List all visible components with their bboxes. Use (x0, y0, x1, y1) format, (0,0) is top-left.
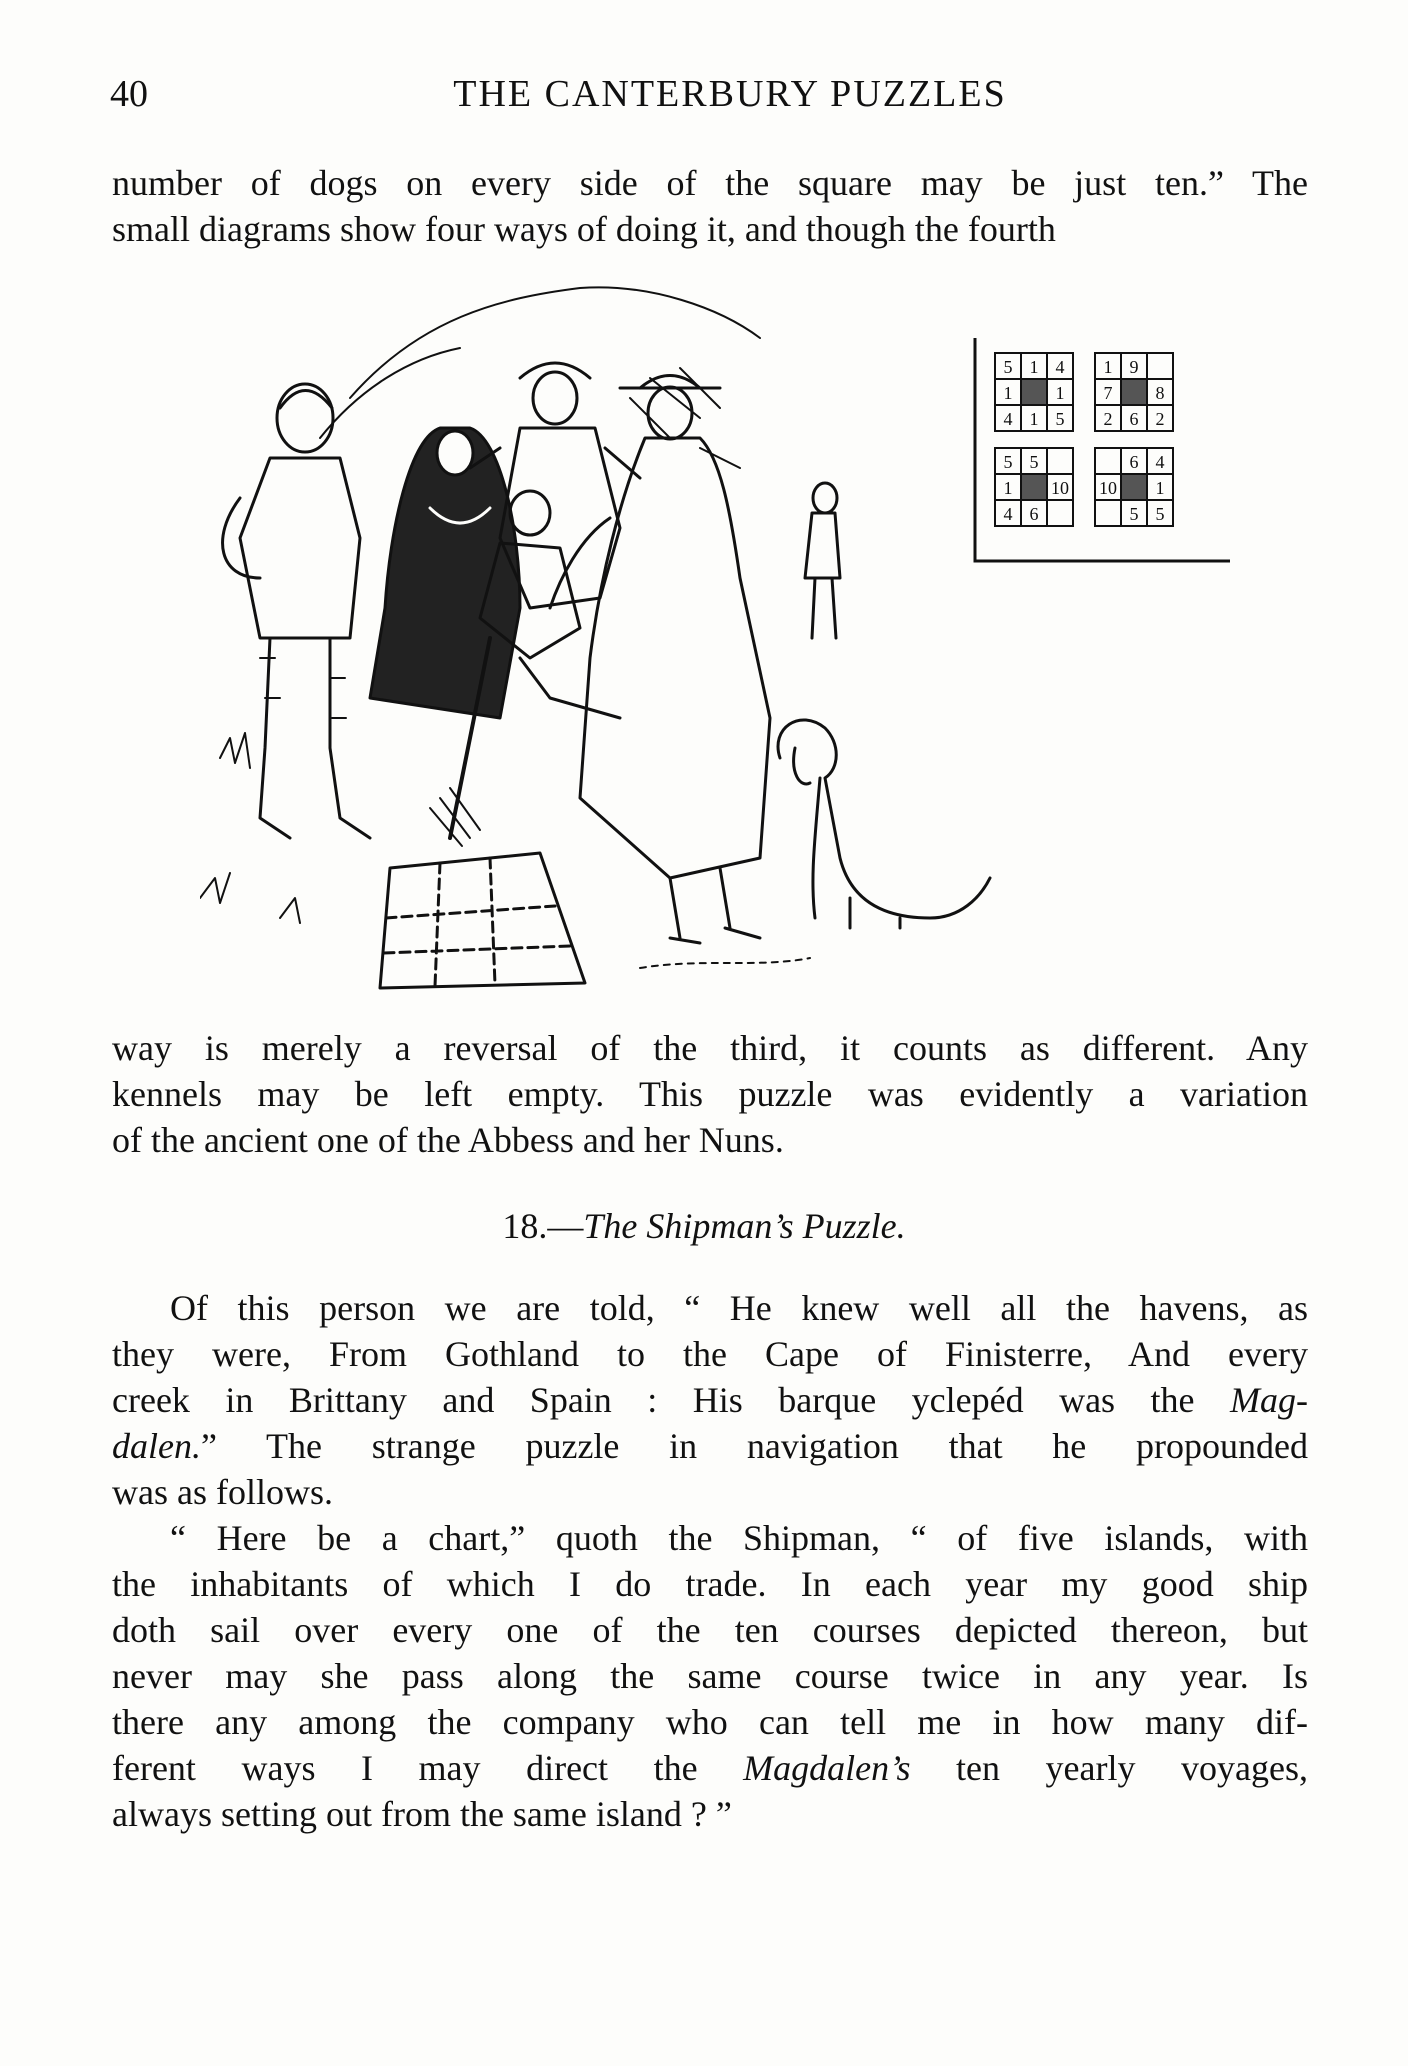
paragraph-2 (112, 1025, 1308, 1163)
kennel-cell (1047, 448, 1073, 474)
text-line: “ Here be a chart,” quoth the Shipman, “ of five islands, with (170, 1518, 1308, 1558)
pilgrims-illustration (200, 278, 1250, 1000)
text-line: doth sail over every one of the ten courses depicted thereon, but (112, 1610, 1308, 1650)
kennel-count: 4 (1003, 504, 1013, 524)
text-line: dalen.” The strange puzzle in navigation that he propounded (112, 1426, 1308, 1466)
paragraph-1 (112, 160, 1308, 252)
text-line: never may she pass along the same course twice in any year. Is (112, 1656, 1308, 1696)
paragraph-4 (112, 1515, 1308, 1837)
kennel-count: 9 (1129, 357, 1139, 377)
kennel-count: 2 (1155, 409, 1165, 429)
kennel-count: 1 (1055, 383, 1065, 403)
kennel-cell (1147, 353, 1173, 379)
kennel-cell (1095, 448, 1121, 474)
italic-ship-name: Magdalen’s (743, 1748, 911, 1788)
ground-grid (380, 853, 585, 988)
page-number: 40 (110, 73, 148, 115)
kennel-count: 5 (1029, 452, 1039, 472)
kennel-diagram (1095, 448, 1173, 526)
text-line: way is merely a reversal of the third, it counts as different. Any (112, 1028, 1308, 1068)
kennel-cell (1047, 500, 1073, 526)
paragraph-3 (112, 1285, 1308, 1515)
kennel-count: 6 (1029, 504, 1039, 524)
text-line: creek in Brittany and Spain : His barque yclepéd was the Mag- (112, 1380, 1308, 1420)
kennel-cell (1095, 500, 1121, 526)
kennel-count: 8 (1155, 383, 1165, 403)
kennel-count: 6 (1129, 409, 1139, 429)
kennel-count: 1 (1103, 357, 1113, 377)
kennel-count: 1 (1029, 357, 1039, 377)
kennel-count: 1 (1003, 478, 1013, 498)
kennel-count: 1 (1003, 383, 1013, 403)
center-shaded-cell (1121, 379, 1147, 405)
kennel-count: 5 (1155, 504, 1165, 524)
center-shaded-cell (1121, 474, 1147, 500)
text-line: the inhabitants of which I do trade. In each year my good ship (112, 1564, 1308, 1604)
kennel-count: 7 (1103, 383, 1113, 403)
kennel-count: 5 (1055, 409, 1065, 429)
text-line: of the ancient one of the Abbess and her Nuns. (112, 1120, 784, 1160)
kennel-count: 2 (1103, 409, 1113, 429)
text-line: Of this person we are told, “ He knew well all the havens, as (170, 1288, 1308, 1328)
distant-figure (805, 483, 840, 638)
prioress-figure (370, 428, 520, 718)
text-line: they were, From Gothland to the Cape of Finisterre, And every (112, 1334, 1308, 1374)
dog-figure (778, 720, 990, 928)
kennel-diagram (1095, 353, 1173, 431)
kennel-count: 5 (1003, 452, 1013, 472)
section-title: The Shipman’s Puzzle. (583, 1206, 906, 1246)
kennel-count: 6 (1129, 452, 1139, 472)
section-heading (0, 1205, 1408, 1247)
text-line: there any among the company who can tell me in how many dif- (112, 1702, 1308, 1742)
kennel-count: 4 (1003, 409, 1013, 429)
kennel-count: 5 (1129, 504, 1139, 524)
running-title: THE CANTERBURY PUZZLES (453, 73, 1007, 115)
kennel-count: 4 (1055, 357, 1065, 377)
kennel-count: 1 (1155, 478, 1165, 498)
center-shaded-cell (1021, 379, 1047, 405)
text-line: number of dogs on every side of the square may be just ten.” The (112, 163, 1308, 203)
center-shaded-cell (1021, 474, 1047, 500)
young-man-figure (223, 384, 370, 838)
section-number: 18.— (502, 1206, 584, 1246)
text-line: was as follows. (112, 1472, 333, 1512)
text-line: kennels may be left empty. This puzzle was evidently a variation (112, 1074, 1308, 1114)
kennel-count: 4 (1155, 452, 1165, 472)
italic-ship-name: dalen. (112, 1426, 201, 1466)
text-line: ferent ways I may direct the Magdalen’s ten yearly voyages, (112, 1748, 1308, 1788)
kennel-count: 10 (1051, 478, 1069, 498)
text-line: small diagrams show four ways of doing it, and though the fourth (112, 209, 1056, 249)
italic-ship-name: Mag- (1230, 1380, 1308, 1420)
kennel-diagrams (995, 353, 1173, 526)
kennel-diagram (995, 448, 1073, 526)
kennel-diagram (995, 353, 1073, 431)
page-header (110, 72, 1310, 132)
kennel-count: 10 (1099, 478, 1117, 498)
kennel-count: 5 (1003, 357, 1013, 377)
text-line: always setting out from the same island ? ” (112, 1794, 732, 1834)
kennel-count: 1 (1029, 409, 1039, 429)
